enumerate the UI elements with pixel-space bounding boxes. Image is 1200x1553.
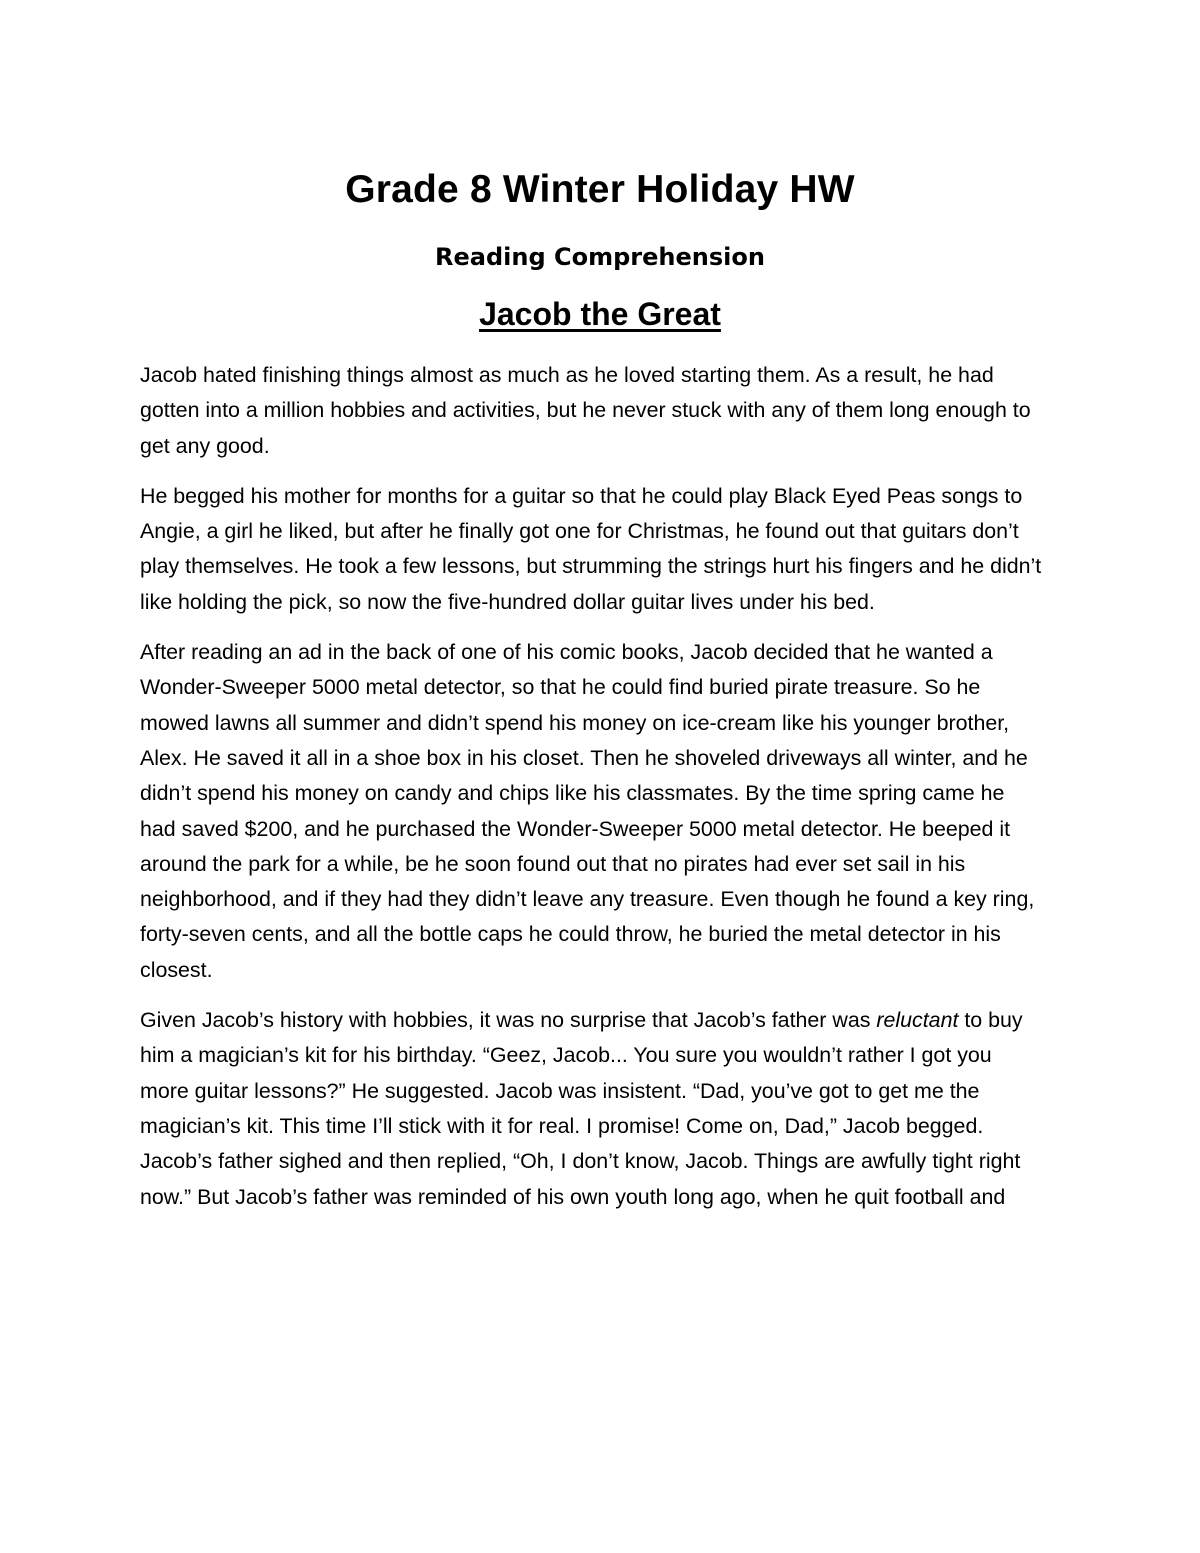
text-line: After reading an ad in the back of one of his comic books, Jacob decided that he wanted a — [140, 640, 993, 665]
text-run: to buy — [958, 1008, 1023, 1033]
text-run: Given Jacob’s history with hobbies, it was no surprise that Jacob’s father was — [140, 1008, 877, 1033]
text-line: didn’t spend his money on candy and chips like his classmates. By the time spring came he — [140, 781, 1005, 806]
text-line: gotten into a million hobbies and activities, but he never stuck with any of them long enough to — [140, 398, 1031, 423]
text-line: now.” But Jacob’s father was reminded of his own youth long ago, when he quit football and — [140, 1184, 1006, 1209]
document-title: Grade 8 Winter Holiday HW — [345, 168, 855, 211]
paragraph-4 — [140, 1003, 1062, 1215]
emphasized-word: reluctant — [876, 1008, 959, 1033]
text-line: play themselves. He took a few lessons, but strumming the strings hurt his fingers and he didn’t — [140, 554, 1042, 579]
story-body — [140, 358, 1062, 1230]
text-line: like holding the pick, so now the five-hundred dollar guitar lives under his bed. — [140, 589, 875, 614]
paragraph-1 — [140, 358, 1062, 464]
section-subtitle: Reading Comprehension — [435, 243, 765, 271]
text-line: around the park for a while, be he soon found out that no pirates had ever set sail in his — [140, 851, 966, 876]
text-line: forty-seven cents, and all the bottle caps he could throw, he buried the metal detector in his — [140, 922, 1001, 947]
text-line: get any good. — [140, 433, 270, 458]
text-line: Jacob’s father sighed and then replied, “Oh, I don’t know, Jacob. Things are awfully tight right — [140, 1149, 1021, 1174]
text-line: had saved $200, and he purchased the Wonder-Sweeper 5000 metal detector. He beeped it — [140, 816, 1011, 841]
text-line: Wonder-Sweeper 5000 metal detector, so that he could find buried pirate treasure. So he — [140, 675, 981, 700]
paragraph-3 — [140, 635, 1062, 988]
text-line: neighborhood, and if they had they didn’t leave any treasure. Even though he found a key ring, — [140, 887, 1035, 912]
text-line: Jacob hated finishing things almost as much as he loved starting them. As a result, he had — [140, 363, 994, 387]
text-line: mowed lawns all summer and didn’t spend his money on ice-cream like his younger brother, — [140, 710, 1010, 735]
story-title: Jacob the Great — [479, 296, 721, 332]
text-line — [140, 1003, 1062, 1038]
text-line: He begged his mother for months for a guitar so that he could play Black Eyed Peas songs to — [140, 483, 1023, 508]
text-line: magician’s kit. This time I’ll stick with it for real. I promise! Come on, Dad,” Jacob begged. — [140, 1113, 984, 1138]
text-line: closest. — [140, 957, 213, 982]
paragraph-2 — [140, 479, 1062, 620]
text-line: him a magician’s kit for his birthday. “Geez, Jacob... You sure you wouldn’t rather I got you — [140, 1043, 992, 1068]
text-line: Angie, a girl he liked, but after he finally got one for Christmas, he found out that guitars don’t — [140, 519, 1019, 544]
text-line: Alex. He saved it all in a shoe box in his closet. Then he shoveled driveways all winter, and he — [140, 745, 1028, 770]
text-line: more guitar lessons?” He suggested. Jacob was insistent. “Dad, you’ve got to get me the — [140, 1078, 980, 1103]
